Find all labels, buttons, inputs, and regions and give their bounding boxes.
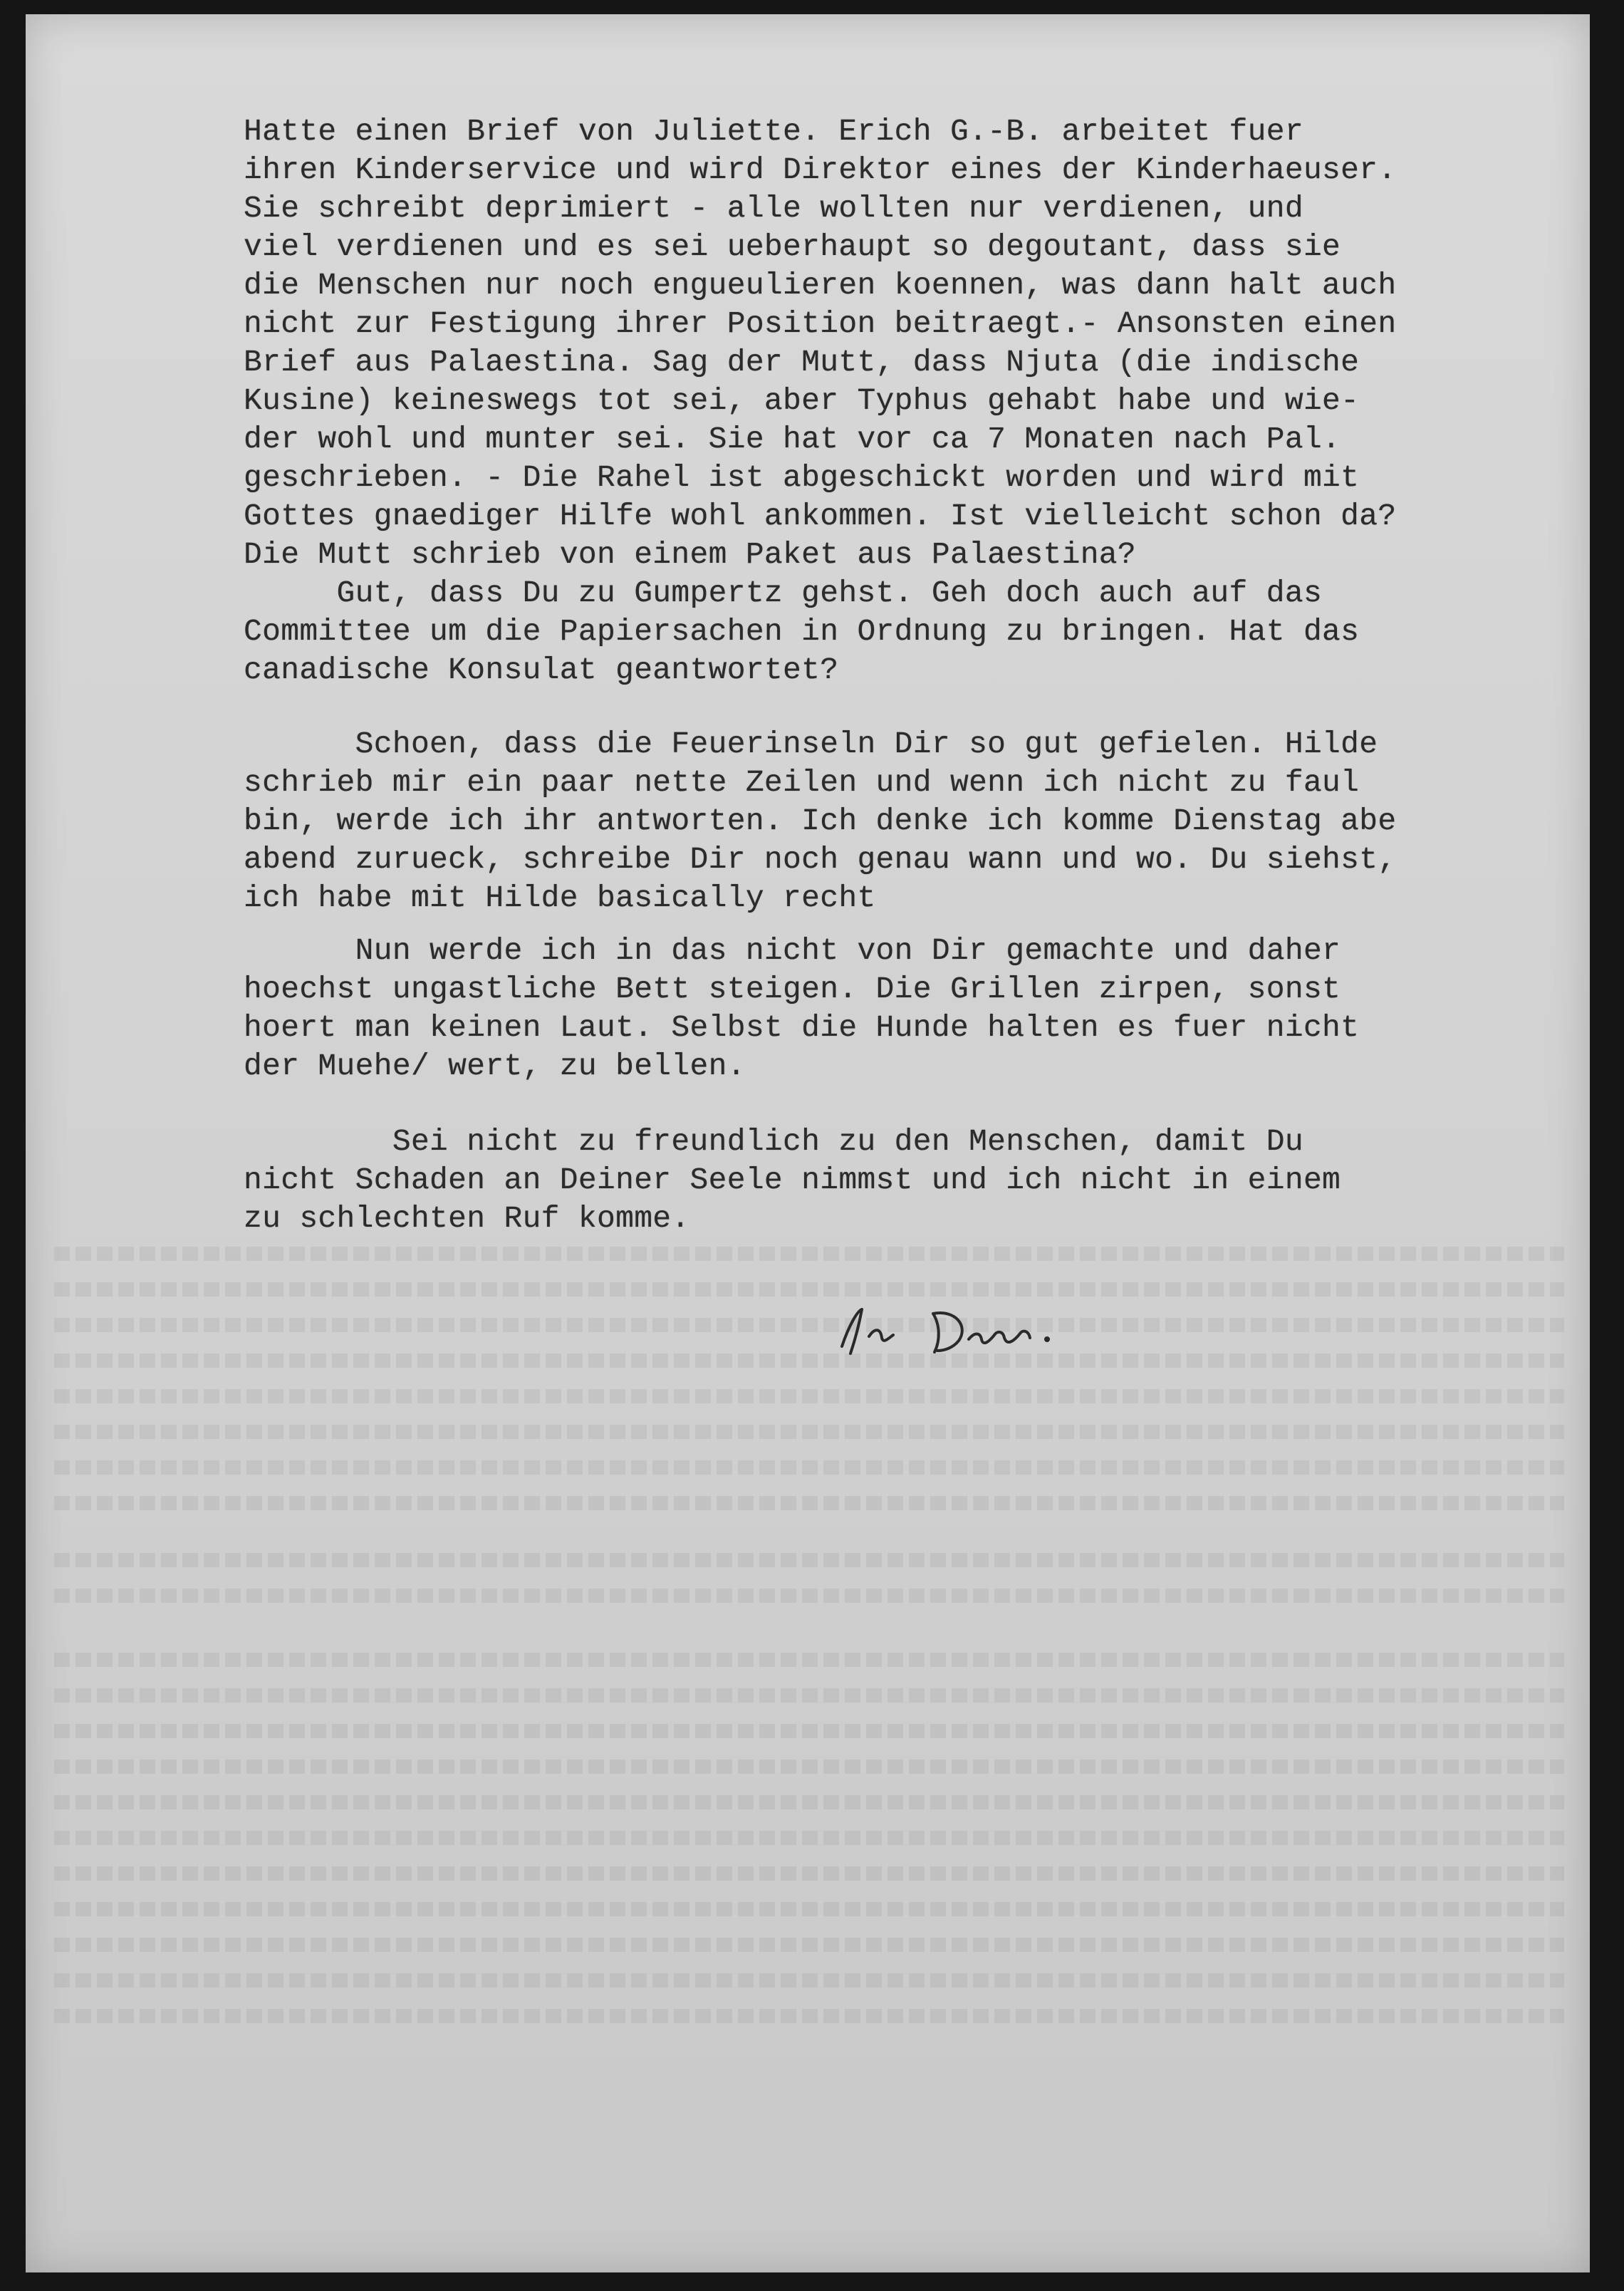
show-through-line — [54, 1318, 1564, 1332]
show-through-line — [54, 1653, 1564, 1667]
paragraph-2 — [244, 574, 1597, 690]
text-line: Hatte einen Brief von Juliette. Erich G.-B. arbeitet fuer — [244, 114, 1303, 149]
text-line: Gottes gnaediger Hilfe wohl ankommen. Ist vielleicht schon da? — [244, 499, 1397, 534]
signature-mark — [833, 1297, 1133, 1375]
show-through-line — [54, 1724, 1564, 1738]
letter-body — [244, 113, 1597, 1238]
show-through-line — [54, 1460, 1564, 1475]
text-line: nicht zur Festigung ihrer Position beitraegt.- Ansonsten einen — [244, 306, 1397, 341]
show-through-line — [54, 1389, 1564, 1403]
text-line: zu schlechten Ruf komme. — [244, 1201, 690, 1236]
show-through-line — [54, 1866, 1564, 1881]
text-line: Nun werde ich in das nicht von Dir gemachte und daher — [244, 933, 1341, 968]
show-through-line — [54, 1425, 1564, 1439]
text-line: schrieb mir ein paar nette Zeilen und wenn ich nicht zu faul — [244, 765, 1360, 800]
handwritten-signature — [833, 1297, 1133, 1378]
text-line: Sie schreibt deprimiert - alle wollten nur verdienen, und — [244, 191, 1303, 226]
text-line: der Muehe/ wert, zu bellen. — [244, 1049, 746, 1084]
show-through-line — [54, 2009, 1564, 2023]
text-line: bin, werde ich ihr antworten. Ich denke ich komme Dienstag abe — [244, 804, 1397, 838]
text-line: Die Mutt schrieb von einem Paket aus Palaestina? — [244, 537, 1137, 572]
show-through-line — [54, 1938, 1564, 1952]
show-through-line — [54, 1831, 1564, 1845]
text-line: Gut, dass Du zu Gumpertz gehst. Geh doch auch auf das — [244, 576, 1323, 611]
show-through-line — [54, 1247, 1564, 1261]
show-through-line — [54, 1973, 1564, 1988]
text-line: ich habe mit Hilde basically recht — [244, 880, 876, 915]
paragraph-1 — [244, 113, 1597, 574]
show-through-line — [54, 1589, 1564, 1603]
text-line: hoechst ungastliche Bett steigen. Die Grillen zirpen, sonst — [244, 972, 1341, 1007]
show-through-line — [54, 1795, 1564, 1809]
text-line: Kusine) keineswegs tot sei, aber Typhus gehabt habe und wie- — [244, 383, 1360, 418]
text-line: geschrieben. - Die Rahel ist abgeschickt worden und wird mit — [244, 460, 1360, 495]
show-through-line — [54, 1354, 1564, 1368]
text-line: Brief aus Palaestina. Sag der Mutt, dass Njuta (die indische — [244, 345, 1360, 380]
text-line: viel verdienen und es sei ueberhaupt so degoutant, dass sie — [244, 229, 1341, 264]
text-line: canadische Konsulat geantwortet? — [244, 653, 839, 687]
paragraph-5 — [244, 1123, 1597, 1238]
show-through-line — [54, 1282, 1564, 1297]
show-through-line — [54, 1760, 1564, 1774]
show-through-line — [54, 1902, 1564, 1916]
text-line: hoert man keinen Laut. Selbst die Hunde halten es fuer nicht — [244, 1010, 1360, 1045]
paragraph-gap — [244, 1086, 1597, 1123]
paragraph-3 — [244, 725, 1597, 918]
paragraph-4 — [244, 932, 1597, 1086]
paragraph-gap — [244, 918, 1597, 932]
text-line: ihren Kinderservice und wird Direktor eines der Kinderhaeuser. — [244, 152, 1397, 187]
text-line: Committee um die Papiersachen in Ordnung zu bringen. Hat das — [244, 614, 1360, 649]
text-line: der wohl und munter sei. Sie hat vor ca 7 Monaten nach Pal. — [244, 422, 1341, 457]
text-line: Sei nicht zu freundlich zu den Menschen, damit Du — [244, 1124, 1303, 1159]
text-line: abend zurueck, schreibe Dir noch genau wann und wo. Du siehst, — [244, 842, 1397, 877]
show-through-line — [54, 1553, 1564, 1567]
text-line: die Menschen nur noch engueulieren koennen, was dann halt auch — [244, 268, 1397, 303]
paragraph-gap — [244, 690, 1597, 725]
text-line: nicht Schaden an Deiner Seele nimmst und ich nicht in einem — [244, 1163, 1341, 1198]
show-through-line — [54, 1688, 1564, 1703]
text-line: Schoen, dass die Feuerinseln Dir so gut gefielen. Hilde — [244, 727, 1378, 762]
show-through-line — [54, 1496, 1564, 1510]
